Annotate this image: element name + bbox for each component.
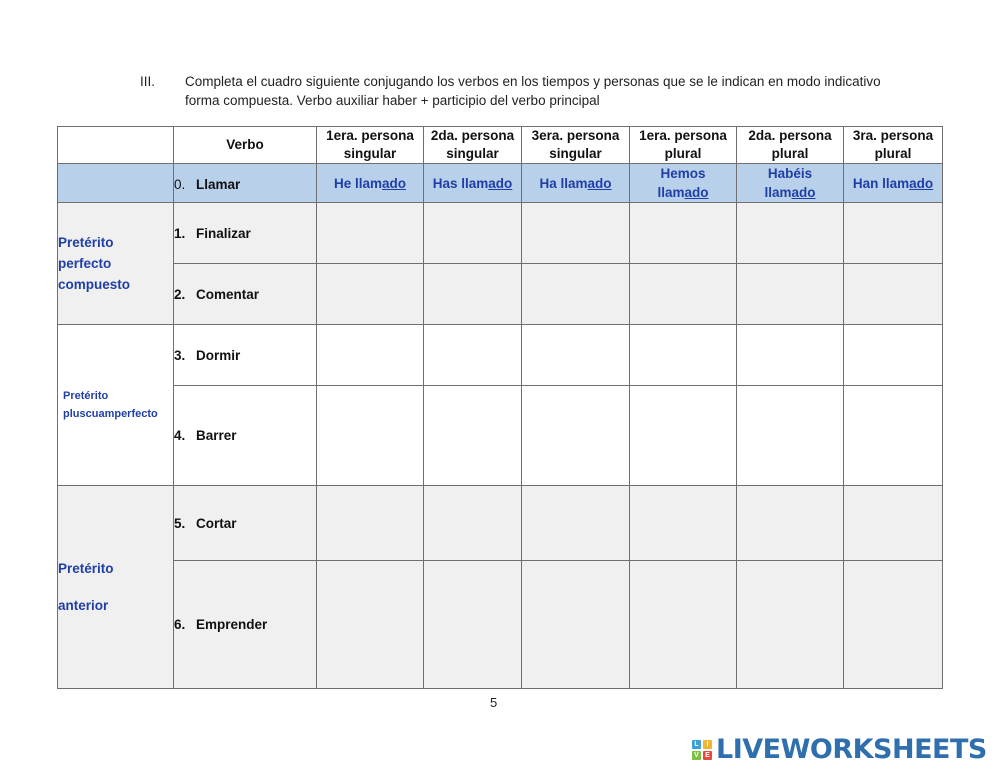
table-row [58,264,943,325]
answer-cell-cortar-2s[interactable] [424,486,522,561]
tense-label-perfecto-compuesto: Pretérito perfecto compuesto [58,203,174,325]
table-row [58,561,943,689]
header-verb: Verbo [174,127,317,164]
answer-cell-dormir-2p[interactable] [737,325,844,386]
instruction-line-1: Completa el cuadro siguiente conjugando los verbos en los tiempos y personas que se le indican en modo indicativo [185,74,881,89]
header-2p: 2da. persona plural [737,127,844,164]
instruction [140,72,940,110]
verb-finalizar: 1. Finalizar [174,203,317,264]
table-row [58,486,943,561]
header-3p: 3ra. persona plural [844,127,943,164]
answer-cell-barrer-2p[interactable] [737,386,844,486]
answer-cell-finalizar-3p[interactable] [844,203,943,264]
answer-cell-emprender-3p[interactable] [844,561,943,689]
answer-cell-comentar-1s[interactable] [317,264,424,325]
verb-cortar: 5. Cortar [174,486,317,561]
answer-cell-emprender-2s[interactable] [424,561,522,689]
table-row [58,203,943,264]
instruction-number: III. [140,74,156,89]
header-1p: 1era. persona plural [630,127,737,164]
answer-cell-dormir-3p[interactable] [844,325,943,386]
example-form-3s: Ha llamado [522,164,630,203]
example-form-2p: Habéis llamado [737,164,844,203]
answer-cell-finalizar-3s[interactable] [522,203,630,264]
header-2s: 2da. persona singular [424,127,522,164]
answer-cell-finalizar-1p[interactable] [630,203,737,264]
example-verb [174,164,317,203]
answer-cell-cortar-3p[interactable] [844,486,943,561]
answer-cell-barrer-1p[interactable] [630,386,737,486]
example-form-2s: Has llamado [424,164,522,203]
liveworksheets-logo [692,734,987,765]
answer-cell-barrer-3p[interactable] [844,386,943,486]
answer-cell-finalizar-2p[interactable] [737,203,844,264]
answer-cell-finalizar-2s[interactable] [424,203,522,264]
answer-cell-cortar-1p[interactable] [630,486,737,561]
answer-cell-dormir-3s[interactable] [522,325,630,386]
answer-cell-comentar-3p[interactable] [844,264,943,325]
answer-cell-comentar-2p[interactable] [737,264,844,325]
answer-cell-barrer-3s[interactable] [522,386,630,486]
example-form-3p: Han llamado [844,164,943,203]
example-row [58,164,943,203]
answer-cell-cortar-1s[interactable] [317,486,424,561]
table-row [58,325,943,386]
example-verb-name: Llamar [196,177,241,192]
instruction-line-2: forma compuesta. Verbo auxiliar haber + participio del verbo principal [185,93,600,108]
instruction-text [185,72,940,110]
tense-label-anterior: Pretérito anterior [58,486,174,689]
verb-comentar: 2. Comentar [174,264,317,325]
answer-cell-dormir-1s[interactable] [317,325,424,386]
logo-text: LIVEWORKSHEETS [716,734,987,765]
header-3s: 3era. persona singular [522,127,630,164]
answer-cell-emprender-1s[interactable] [317,561,424,689]
header-empty [58,127,174,164]
page-number: 5 [490,695,498,710]
answer-cell-dormir-1p[interactable] [630,325,737,386]
answer-cell-emprender-2p[interactable] [737,561,844,689]
answer-cell-barrer-1s[interactable] [317,386,424,486]
answer-cell-finalizar-1s[interactable] [317,203,424,264]
answer-cell-emprender-3s[interactable] [522,561,630,689]
answer-cell-comentar-1p[interactable] [630,264,737,325]
answer-cell-comentar-3s[interactable] [522,264,630,325]
table-row [58,386,943,486]
answer-cell-comentar-2s[interactable] [424,264,522,325]
answer-cell-dormir-2s[interactable] [424,325,522,386]
verb-emprender: 6. Emprender [174,561,317,689]
header-1s: 1era. persona singular [317,127,424,164]
answer-cell-emprender-1p[interactable] [630,561,737,689]
header-row [58,127,943,164]
answer-cell-cortar-2p[interactable] [737,486,844,561]
example-tense-empty [58,164,174,203]
example-form-1s: He llamado [317,164,424,203]
conjugation-table [57,126,943,689]
example-form-1p: Hemos llamado [630,164,737,203]
logo-blocks-icon: L I V E [692,740,712,760]
answer-cell-barrer-2s[interactable] [424,386,522,486]
verb-barrer: 4. Barrer [174,386,317,486]
answer-cell-cortar-3s[interactable] [522,486,630,561]
example-verb-number: 0. [174,177,186,192]
verb-dormir: 3. Dormir [174,325,317,386]
tense-label-pluscuamperfecto: Pretérito pluscuamperfecto [58,325,174,486]
